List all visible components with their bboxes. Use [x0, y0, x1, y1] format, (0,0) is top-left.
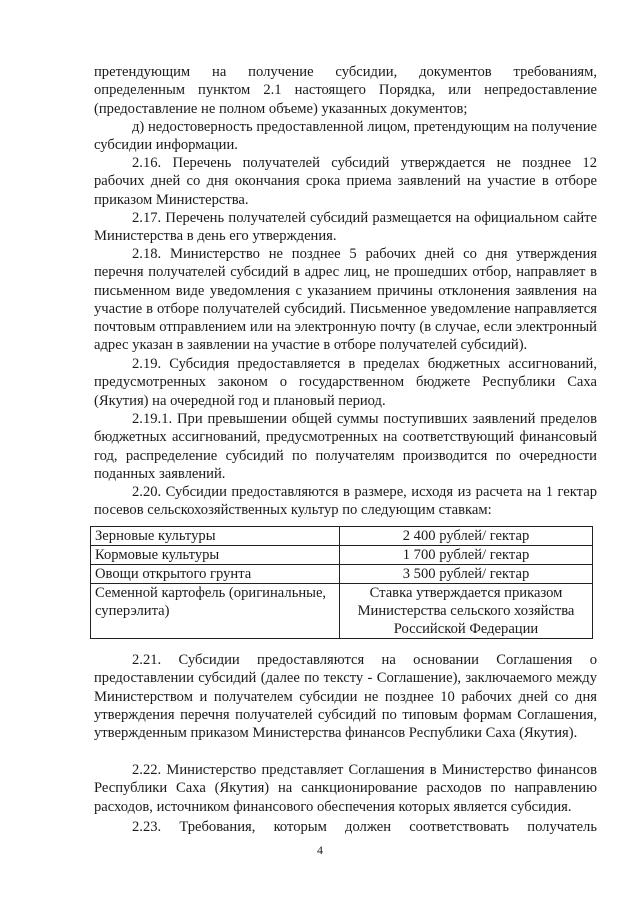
rate-cell: 2 400 рублей/ гектар	[340, 527, 593, 546]
paragraph-2-16: 2.16. Перечень получателей субсидий утверждается не позднее 12 рабочих дней со дня окончания срока приема заявлений на участие в отборе приказом Министерства.	[94, 155, 597, 208]
paragraph-2-19: 2.19. Субсидия предоставляется в пределах бюджетных ассигнований, предусмотренных законом о государственном бюджете Республики Саха (Якутия) на очередной год и плановый период.	[94, 356, 597, 409]
crop-cell: Овощи открытого грунта	[91, 565, 340, 584]
crop-cell: Кормовые культуры	[91, 546, 340, 565]
table-row	[91, 565, 593, 584]
paragraph-2-20: 2.20. Субсидии предоставляются в размере, исходя из расчета на 1 гектар посевов сельскохозяйственных культур по следующим ставкам:	[94, 484, 597, 519]
paragraph-2-23: 2.23. Требования, которым должен соответствовать получатель	[132, 819, 597, 835]
rate-cell: Ставка утверждается приказом Министерства сельского хозяйства Российской Федерации	[340, 584, 593, 639]
paragraph-continuation: претендующим на получение субсидии, документов требованиям, определенным пунктом 2.1 настоящего Порядка, или непредоставление (предоставление не полном объеме) указанных документов;	[94, 64, 597, 117]
paragraph-2-22: 2.22. Министерство представляет Соглашения в Министерство финансов Республики Саха (Якутия) на санкционирование расходов по направлению расходов, источником финансового обеспечения которых является субсидия.	[94, 762, 597, 815]
page-number: 4	[317, 843, 323, 857]
crop-cell: Семенной картофель (оригинальные, суперэлита)	[91, 584, 340, 639]
subsidy-rates-table	[90, 526, 593, 639]
paragraph-2-21: 2.21. Субсидии предоставляются на основании Соглашения о предоставлении субсидий (далее по тексту - Соглашение), заключаемого между Министерством и получателем субсидии не позднее 10 рабочих дней со дня утверждения перечня получателей субсидий по типовым формам Соглашения, утвержденным приказом Министерства финансов Республики Саха (Якутия).	[94, 652, 597, 742]
paragraph-item-d: д) недостоверность предоставленной лицом, претендующим на получение субсидии информации.	[94, 119, 597, 154]
crop-cell: Зерновые культуры	[91, 527, 340, 546]
paragraph-2-18: 2.18. Министерство не позднее 5 рабочих дней со дня утверждения перечня получателей субсидий в адрес лиц, не прошедших отбор, направляет в письменном виде уведомления с указанием причины отклонения заявления на участие в отборе получателей субсидий. Письменное уведомление направляется почтовым отправлением или на электронную почту (в случае, если электронный адрес указан в заявлении на участие в отборе получателей субсидий).	[94, 246, 597, 354]
table-row	[91, 527, 593, 546]
table-row	[91, 546, 593, 565]
table-row	[91, 584, 593, 639]
paragraph-2-17: 2.17. Перечень получателей субсидий размещается на официальном сайте Министерства в день его утверждения.	[94, 210, 597, 245]
paragraph-2-19-1: 2.19.1. При превышении общей суммы поступивших заявлений пределов бюджетных ассигнований, предусмотренных на соответствующий финансовый год, распределение субсидий по получателям производится по очередности поданных заявлений.	[94, 411, 597, 482]
rate-cell: 1 700 рублей/ гектар	[340, 546, 593, 565]
rate-cell: 3 500 рублей/ гектар	[340, 565, 593, 584]
